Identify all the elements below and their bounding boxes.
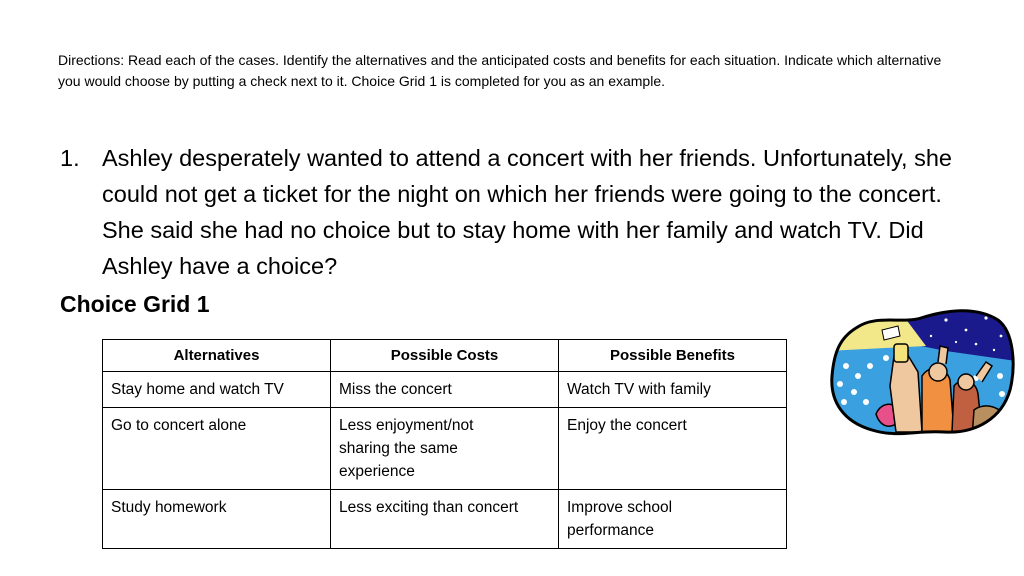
table-row (103, 490, 787, 549)
table-cell-alternative: Stay home and watch TV (103, 372, 331, 408)
table-cell-alternative: Go to concert alone (103, 408, 331, 490)
table-cell-cost: Less exciting than concert (331, 490, 559, 549)
choice-grid-title: Choice Grid 1 (60, 291, 210, 317)
question-text: Ashley desperately wanted to attend a concert with her friends. Unfortunately, she could not get a ticket for the night on which her friends were going to the concert. She said she had no choice but to stay home with her family and watch TV. Did Ashley have a choice? (102, 145, 952, 279)
table-cell-alternative: Study homework (103, 490, 331, 549)
concert-crowd-icon (826, 306, 1016, 438)
table-cell-cost: Less enjoyment/not sharing the same experience (331, 408, 559, 490)
question-1 (60, 140, 960, 284)
table-row (103, 408, 787, 490)
table-cell-benefit: Enjoy the concert (559, 408, 787, 490)
header-possible-costs: Possible Costs (331, 340, 559, 372)
table-cell-benefit: Improve school performance (559, 490, 787, 549)
table-cell-benefit: Watch TV with family (559, 372, 787, 408)
question-number: 1. (60, 145, 80, 171)
table-header-row (103, 340, 787, 372)
header-possible-benefits: Possible Benefits (559, 340, 787, 372)
table-cell-cost: Miss the concert (331, 372, 559, 408)
table-row (103, 372, 787, 408)
choice-grid-table (102, 339, 787, 549)
header-alternatives: Alternatives (103, 340, 331, 372)
directions-text: Directions: Read each of the cases. Identify the alternatives and the anticipated costs and benefits for each situation. Indicate which alternative you would choose by putting a check next to it. Choice Grid 1 is completed for you as an example. (58, 52, 942, 89)
